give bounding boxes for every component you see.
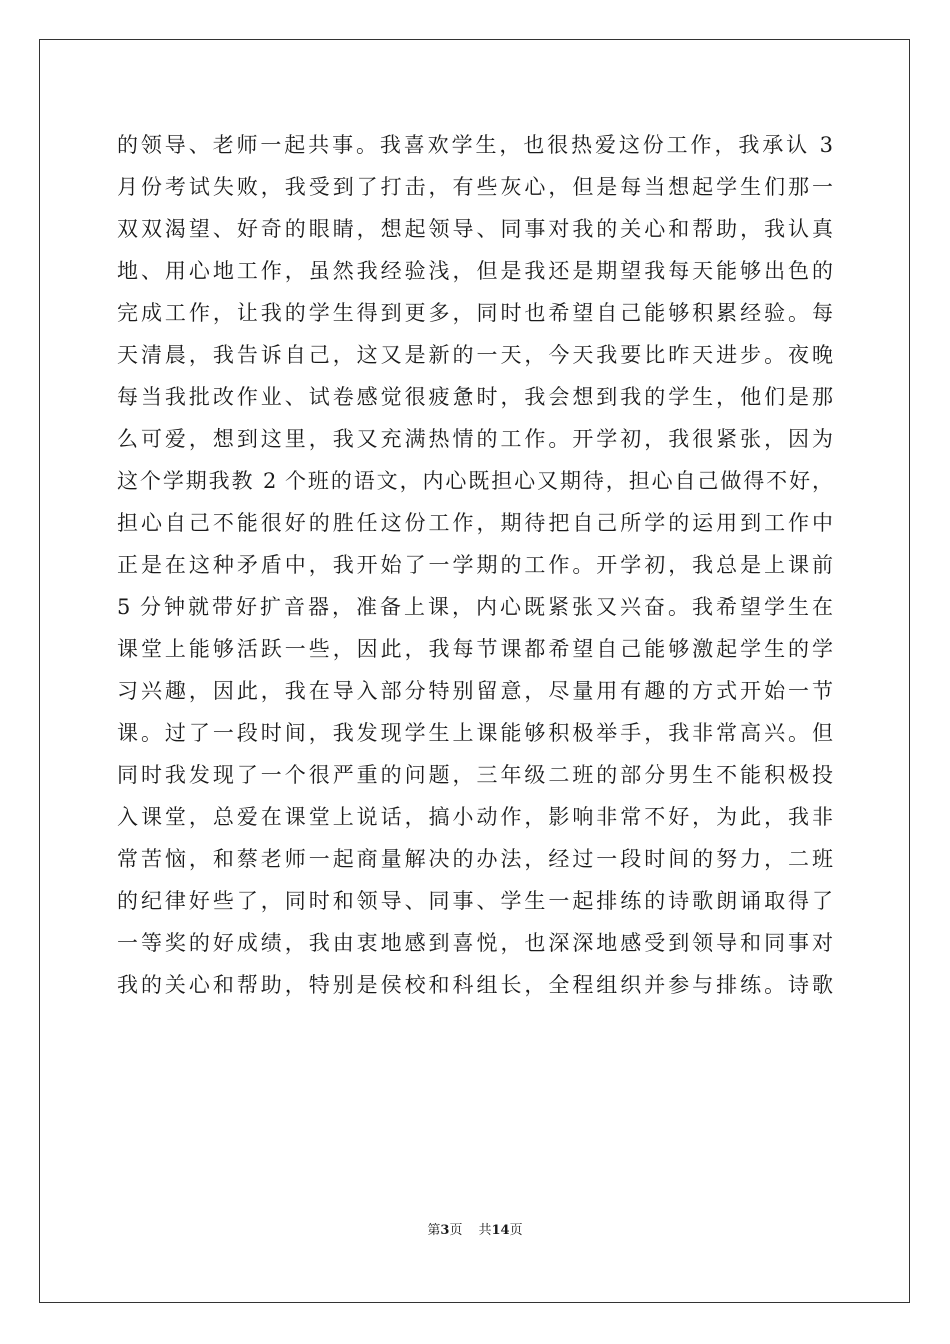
text-line: 双双渴望、好奇的眼睛，想起领导、同事对我的关心和帮助，我认真 [117, 217, 833, 241]
text-line: 每当我批改作业、试卷感觉很疲惫时，我会想到我的学生，他们是那 [117, 385, 833, 409]
text-line: 么可爱，想到这里，我又充满热情的工作。开学初，我很紧张，因为 [117, 427, 833, 451]
page-number-current: 3 [440, 1223, 450, 1238]
page-total-prefix: 共 [478, 1223, 492, 1238]
page-footer [0, 1219, 950, 1238]
text-line: 习兴趣，因此，我在导入部分特别留意，尽量用有趣的方式开始一节 [117, 679, 833, 703]
text-line: 课。过了一段时间，我发现学生上课能够积极举手，我非常高兴。但 [117, 721, 833, 745]
text-line: 这个学期我教 2 个班的语文，内心既担心又期待，担心自己做得不好， [117, 469, 833, 493]
text-line: 5 分钟就带好扩音器，准备上课，内心既紧张又兴奋。我希望学生在 [117, 595, 833, 619]
text-line: 的纪律好些了，同时和领导、同事、学生一起排练的诗歌朗诵取得了 [117, 889, 833, 913]
page-number-prefix: 第 [427, 1223, 441, 1238]
page-total-suffix: 页 [509, 1223, 523, 1238]
text-line: 入课堂，总爱在课堂上说话，搞小动作，影响非常不好，为此，我非 [117, 805, 833, 829]
text-line: 正是在这种矛盾中，我开始了一学期的工作。开学初，我总是上课前 [117, 553, 833, 577]
text-line: 完成工作，让我的学生得到更多，同时也希望自己能够积累经验。每 [117, 301, 833, 325]
text-line: 天清晨，我告诉自己，这又是新的一天，今天我要比昨天进步。夜晚 [117, 343, 833, 367]
text-line: 同时我发现了一个很严重的问题，三年级二班的部分男生不能积极投 [117, 763, 833, 787]
text-line: 一等奖的好成绩，我由衷地感到喜悦，也深深地感受到领导和同事对 [117, 931, 833, 955]
page-total-count: 14 [491, 1223, 510, 1238]
body-text [117, 124, 833, 1006]
page-number-suffix: 页 [449, 1223, 463, 1238]
text-line: 课堂上能够活跃一些，因此，我每节课都希望自己能够激起学生的学 [117, 637, 833, 661]
text-line: 担心自己不能很好的胜任这份工作，期待把自己所学的运用到工作中 [117, 511, 833, 535]
text-line: 地、用心地工作，虽然我经验浅，但是我还是期望我每天能够出色的 [117, 259, 833, 283]
text-line: 的领导、老师一起共事。我喜欢学生，也很热爱这份工作，我承认 3 [117, 133, 833, 157]
text-line: 常苦恼，和蔡老师一起商量解决的办法，经过一段时间的努力，二班 [117, 847, 833, 871]
text-line: 月份考试失败，我受到了打击，有些灰心，但是每当想起学生们那一 [117, 175, 833, 199]
text-line: 我的关心和帮助，特别是侯校和科组长，全程组织并参与排练。诗歌 [117, 973, 833, 997]
